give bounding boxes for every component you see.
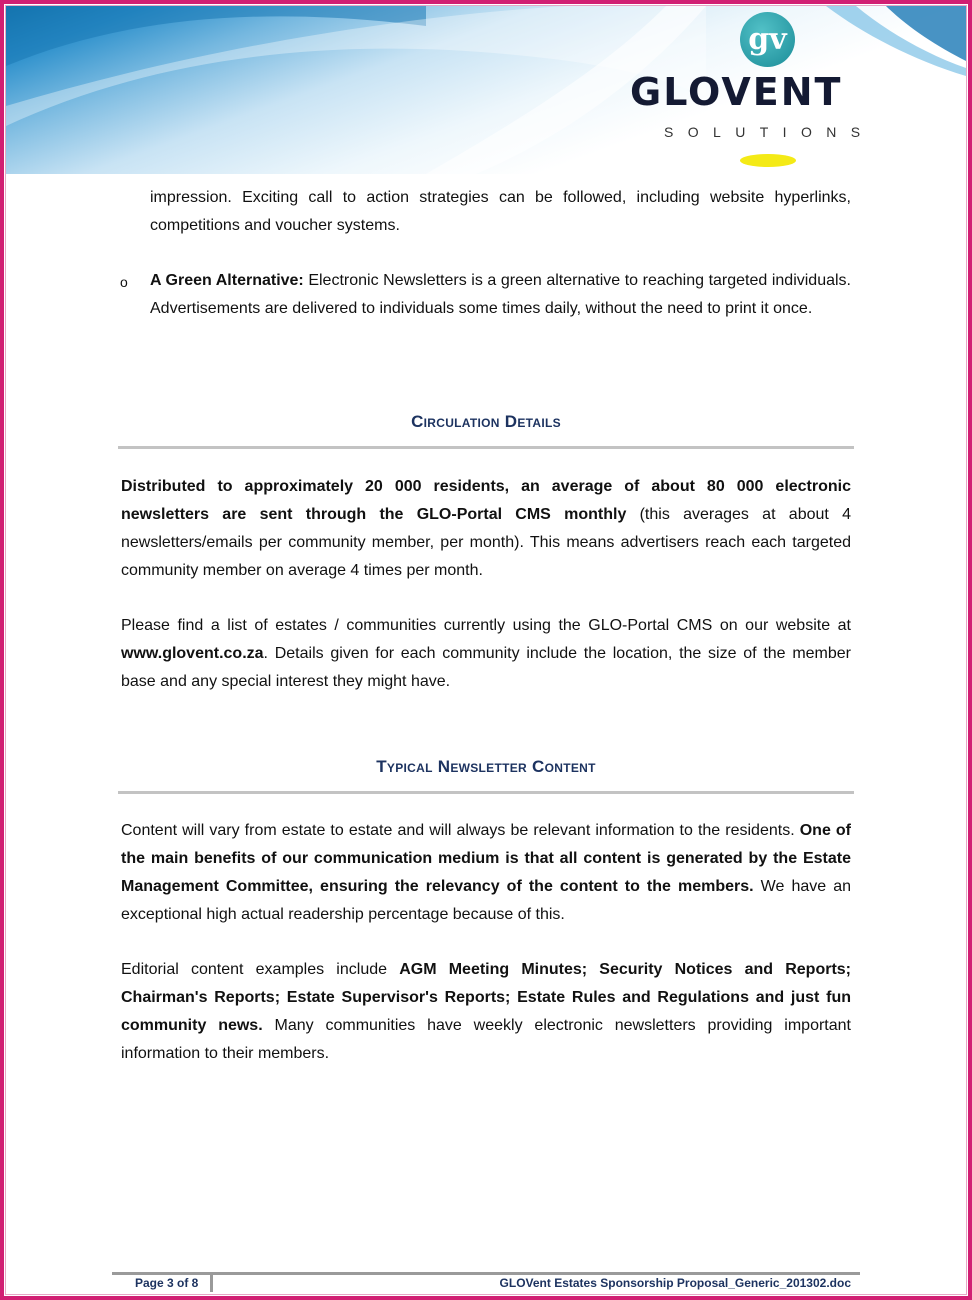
website-link[interactable]: www.glovent.co.za <box>121 645 264 662</box>
page-number: Page 3 of 8 <box>135 1276 199 1290</box>
logo-mark <box>740 12 795 67</box>
footer-rule <box>112 1272 860 1275</box>
content-paragraph-2: Editorial content examples include AGM Meeting Minutes; Security Notices and Reports; Chairman's Reports; Estate Supervisor's Reports; Estate Rules and Regulations and just fun community news. Many communities have weekly electronic newsletters providing important information to their members. <box>121 961 852 1062</box>
green-alternative-paragraph <box>150 267 851 323</box>
green-alternative-title: A Green Alternative: <box>150 272 304 289</box>
circulation-bold-text: Distributed to approximately 20 000 residents, an average of about 80 000 electronic newsletters are sent through the GLO-Portal CMS monthly <box>121 478 851 523</box>
section-title-circulation: Circulation Details <box>411 412 561 431</box>
company-logo-name: GLOVENT <box>630 70 843 114</box>
green-alternative-text: Electronic Newsletters is a green alternative to reaching targeted individuals. Advertisements are delivered to individuals some times daily, without the need to print it once. <box>150 272 851 317</box>
circulation-paragraph-1 <box>121 473 851 585</box>
section-divider <box>118 791 854 794</box>
content-paragraph-1: Content will vary from estate to estate and will always be relevant information to the residents. One of the main benefits of our communication medium is that all content is generated by the Estate Management Committee, ensuring the relevancy of the content to the members. We have an exceptional high actual readership percentage because of this. <box>121 822 852 923</box>
document-filename: GLOVent Estates Sponsorship Proposal_Generic_201302.doc <box>499 1276 851 1290</box>
logo-mark-text: gv <box>748 21 787 57</box>
company-logo-subtitle: SOLUTIONS <box>664 124 875 140</box>
intro-continued-paragraph: impression. Exciting call to action strategies can be followed, including website hyperlinks, competitions and voucher systems. <box>150 189 851 234</box>
bullet-marker: o <box>120 274 128 290</box>
section-title-newsletter-content: Typical Newsletter Content <box>376 757 596 776</box>
circulation-text: (this averages at about 4 newsletters/emails per community member, per month). This means advertisers reach each targeted community member on average 4 times per month. <box>121 506 851 579</box>
logo-swoosh <box>740 154 796 167</box>
section-divider <box>118 446 854 449</box>
circulation-paragraph-2: Please find a list of estates / communities currently using the GLO-Portal CMS on our website at www.glovent.co.za. Details given for each community include the location, the size of the member base and any special interest they might have. <box>121 617 851 690</box>
footer-divider <box>210 1275 213 1292</box>
